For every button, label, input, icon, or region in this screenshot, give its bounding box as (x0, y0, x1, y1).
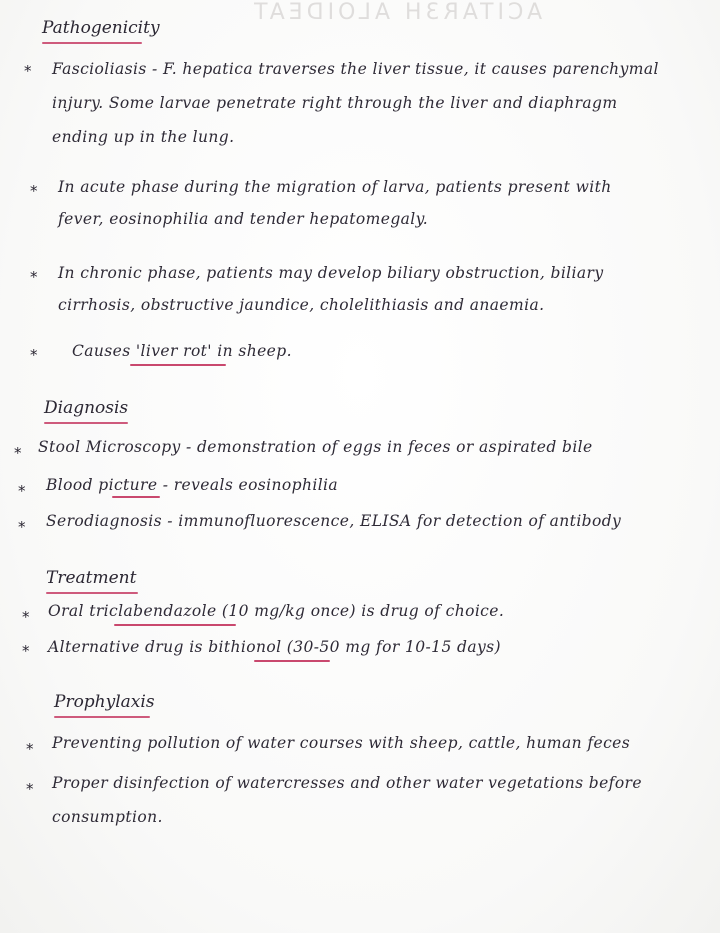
heading-prophylaxis: Prophylaxis (54, 692, 155, 712)
heading-pathogenicity: Pathogenicity (42, 18, 160, 38)
diagnosis-item-2: Blood picture - reveals eosinophilia (46, 476, 339, 494)
prophylaxis-item-2-line-2: consumption. (52, 808, 163, 826)
pathogenicity-item-3-line-2: cirrhosis, obstructive jaundice, cholelithiasis and anaemia. (58, 296, 545, 314)
bullet-icon: * (24, 62, 32, 80)
pathogenicity-item-3-line-1: In chronic phase, patients may develop biliary obstruction, biliary (58, 264, 604, 282)
pathogenicity-item-2-line-2: fever, eosinophilia and tender hepatomegaly. (58, 210, 429, 228)
pathogenicity-item-1-line-3: ending up in the lung. (52, 128, 235, 146)
bullet-icon: * (22, 608, 30, 626)
pathogenicity-item-1-line-2: injury. Some larvae penetrate right through the liver and diaphragm (52, 94, 618, 112)
highlight-underline (114, 624, 236, 626)
highlight-underline (130, 364, 226, 366)
bullet-icon: * (22, 642, 30, 660)
bullet-icon: * (30, 346, 38, 364)
heading-underline (44, 422, 128, 424)
bullet-icon: * (26, 780, 34, 798)
bullet-icon: * (26, 740, 34, 758)
heading-underline (42, 42, 142, 44)
heading-underline (54, 716, 150, 718)
heading-treatment: Treatment (46, 568, 137, 588)
treatment-item-2: Alternative drug is bithionol (30-50 mg for 10-15 days) (48, 638, 501, 656)
highlight-underline (254, 660, 330, 662)
bullet-icon: * (18, 482, 26, 500)
bleed-through-text: ACITAR3H ALOIDEAT (250, 0, 543, 25)
bullet-icon: * (30, 268, 38, 286)
diagnosis-item-3: Serodiagnosis - immunofluorescence, ELISA for detection of antibody (46, 512, 622, 530)
prophylaxis-item-1: Preventing pollution of water courses with sheep, cattle, human feces (52, 734, 631, 752)
prophylaxis-item-2-line-1: Proper disinfection of watercresses and other water vegetations before (52, 774, 642, 792)
diagnosis-item-1: Stool Microscopy - demonstration of eggs in feces or aspirated bile (38, 438, 593, 456)
heading-diagnosis: Diagnosis (44, 398, 129, 418)
pathogenicity-item-2-line-1: In acute phase during the migration of larva, patients present with (58, 178, 612, 196)
pathogenicity-item-1-line-1: Fascioliasis - F. hepatica traverses the liver tissue, it causes parenchymal (52, 60, 659, 78)
bullet-icon: * (30, 182, 38, 200)
treatment-item-1: Oral triclabendazole (10 mg/kg once) is drug of choice. (48, 602, 505, 620)
heading-underline (46, 592, 138, 594)
highlight-underline (112, 496, 160, 498)
bullet-icon: * (14, 444, 22, 462)
pathogenicity-item-4-line-1: Causes 'liver rot' in sheep. (72, 342, 292, 360)
bullet-icon: * (18, 518, 26, 536)
